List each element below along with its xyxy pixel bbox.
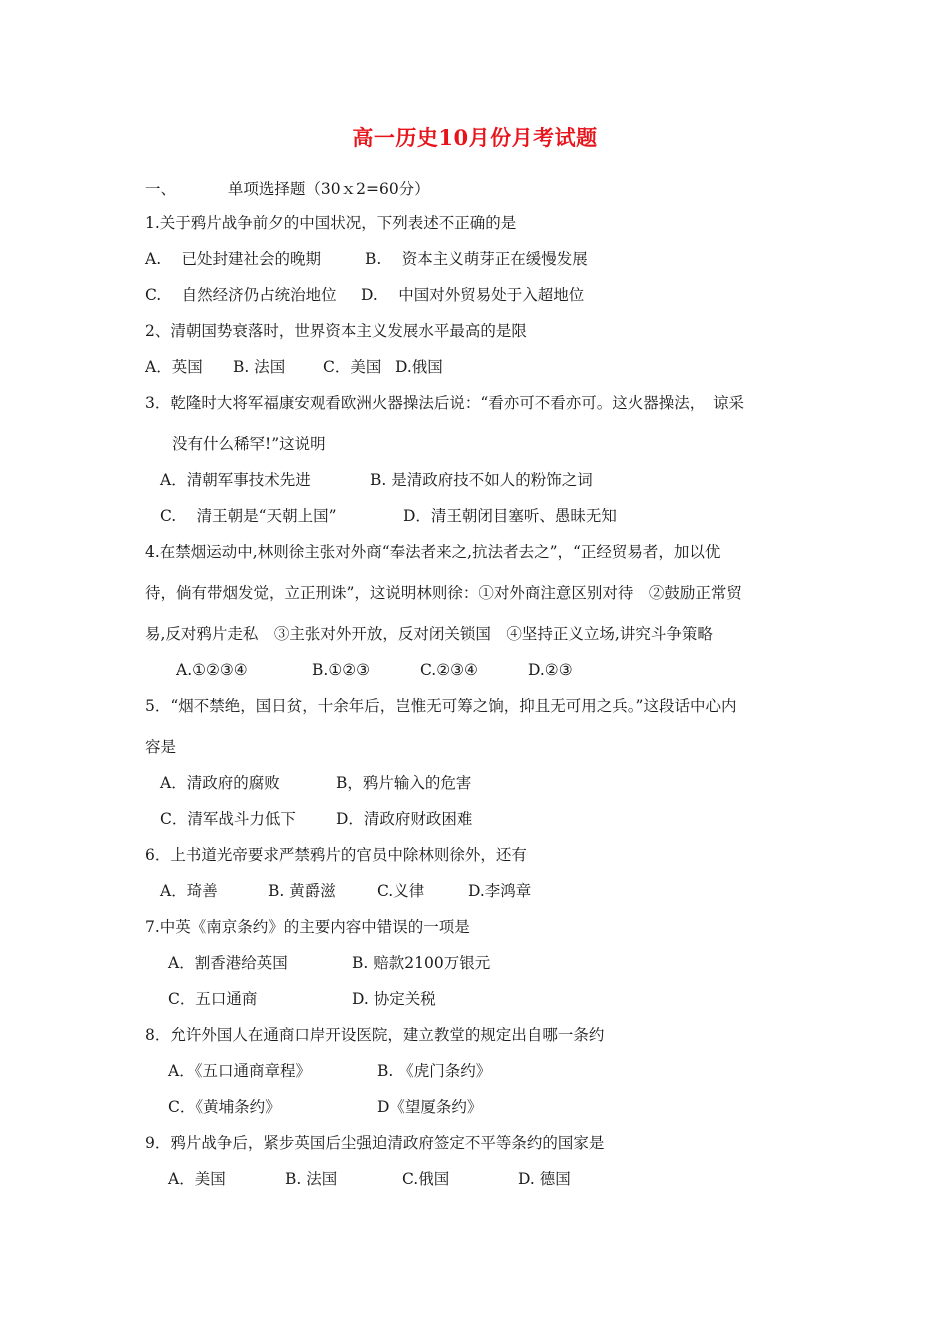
question-3-stem-line-1: 3．乾隆时大将军福康安观看欧洲火器操法后说：“看亦可不看亦可。这火器操法， 谅采 — [145, 394, 745, 412]
option-c: C．美国 — [323, 358, 382, 376]
question-6-options — [160, 881, 531, 901]
question-4-stem-line-3: 易,反对鸦片走私 ③主张对外开放，反对闭关锁国 ④坚持正义立场,讲究斗争策略 — [145, 625, 713, 643]
section-header — [145, 179, 430, 199]
question-3-stem-line-2: 没有什么稀罕!”这说明 — [172, 435, 326, 453]
question-5-stem-line-2: 容是 — [145, 738, 177, 756]
option-d: D《望厦条约》 — [377, 1098, 483, 1116]
option-b: B. 黄爵滋 — [268, 882, 336, 900]
option-a: A.①②③④ — [176, 661, 248, 679]
question-9-stem: 9．鸦片战争后，紧步英国后尘强迫清政府签定不平等条约的国家是 — [145, 1134, 605, 1152]
option-c: C．五口通商 — [168, 990, 258, 1008]
option-a: A．《五口通商章程》 — [168, 1062, 311, 1080]
question-5-options-row-2 — [160, 809, 472, 829]
question-4-stem-line-1: 4.在禁烟运动中,林则徐主张对外商“奉法者来之,抗法者去之”，“正经贸易者，加以优 — [145, 543, 721, 561]
question-3-options-row-1 — [160, 470, 593, 490]
option-b: B. 法国 — [285, 1170, 338, 1188]
question-8-stem: 8．允许外国人在通商口岸开设医院，建立教堂的规定出自哪一条约 — [145, 1026, 605, 1044]
option-b: B.①②③ — [312, 661, 371, 679]
option-d: D．清政府财政困难 — [336, 810, 473, 828]
question-2-options — [145, 357, 443, 377]
section-number: 一、 — [145, 180, 177, 198]
question-7-options-row-2 — [168, 989, 436, 1009]
question-4-options — [176, 660, 573, 680]
option-d: D.②③ — [528, 661, 573, 679]
option-b: B. 法国 — [233, 358, 286, 376]
option-c: C. 清王朝是“天朝上国” — [160, 507, 337, 525]
question-2-stem: 2、清朝国势衰落时，世界资本主义发展水平最高的是限 — [145, 322, 527, 340]
question-1-options-row-2 — [145, 285, 584, 305]
option-c: C. 自然经济仍占统治地位 — [145, 286, 337, 304]
question-7-options-row-1 — [168, 953, 490, 973]
question-4-stem-line-2: 待，倘有带烟发觉，立正刑诛”，这说明林则徐：①对外商注意区别对待 ②鼓励正常贸 — [145, 584, 742, 602]
question-8-options-row-2 — [168, 1097, 482, 1117]
option-b: B. 资本主义萌芽正在缓慢发展 — [365, 250, 588, 268]
section-label: 单项选择题（30ｘ2=60分） — [227, 180, 430, 198]
question-9-options — [168, 1169, 571, 1189]
option-c: C.②③④ — [420, 661, 478, 679]
option-a: A．美国 — [168, 1170, 226, 1188]
question-1-options-row-1 — [145, 249, 588, 269]
option-b: B，鸦片输入的危害 — [336, 774, 472, 792]
option-a: A．清政府的腐败 — [160, 774, 280, 792]
question-5-stem-line-1: 5．“烟不禁绝，国日贫，十余年后，岂惟无可筹之饷，抑且无可用之兵。”这段话中心内 — [145, 697, 737, 715]
option-a: A．清朝军事技术先进 — [160, 471, 311, 489]
option-c: C.义律 — [377, 882, 425, 900]
option-d: D. 协定关税 — [352, 990, 436, 1008]
option-b: B. 赔款2100万银元 — [352, 954, 491, 972]
question-7-stem: 7.中英《南京条约》的主要内容中错误的一项是 — [145, 918, 470, 936]
option-b: B. 是清政府技不如人的粉饰之词 — [370, 471, 593, 489]
page-title: 高一历史10月份月考试题 — [352, 125, 598, 150]
option-c: C．清军战斗力低下 — [160, 810, 296, 828]
option-c: C.俄国 — [402, 1170, 450, 1188]
question-8-options-row-1 — [168, 1061, 491, 1081]
option-a: A．琦善 — [160, 882, 218, 900]
option-c: C．《黄埔条约》 — [168, 1098, 281, 1116]
question-5-options-row-1 — [160, 773, 471, 793]
option-d: D. 德国 — [518, 1170, 571, 1188]
option-a: A. 已处封建社会的晚期 — [145, 250, 322, 268]
question-6-stem: 6．上书道光帝要求严禁鸦片的官员中除林则徐外，还有 — [145, 846, 527, 864]
option-a: A．英国 — [145, 358, 203, 376]
option-d: D.李鸿章 — [468, 882, 532, 900]
question-1-stem: 1.关于鸦片战争前夕的中国状况，下列表述不正确的是 — [145, 214, 517, 232]
option-d: D. 中国对外贸易处于入超地位 — [361, 286, 585, 304]
option-a: A．割香港给英国 — [168, 954, 288, 972]
question-3-options-row-2 — [160, 506, 617, 526]
option-b: B. 《虎门条约》 — [377, 1062, 492, 1080]
option-d: D．清王朝闭目塞听、愚昧无知 — [403, 507, 617, 525]
option-d: D.俄国 — [395, 358, 443, 376]
